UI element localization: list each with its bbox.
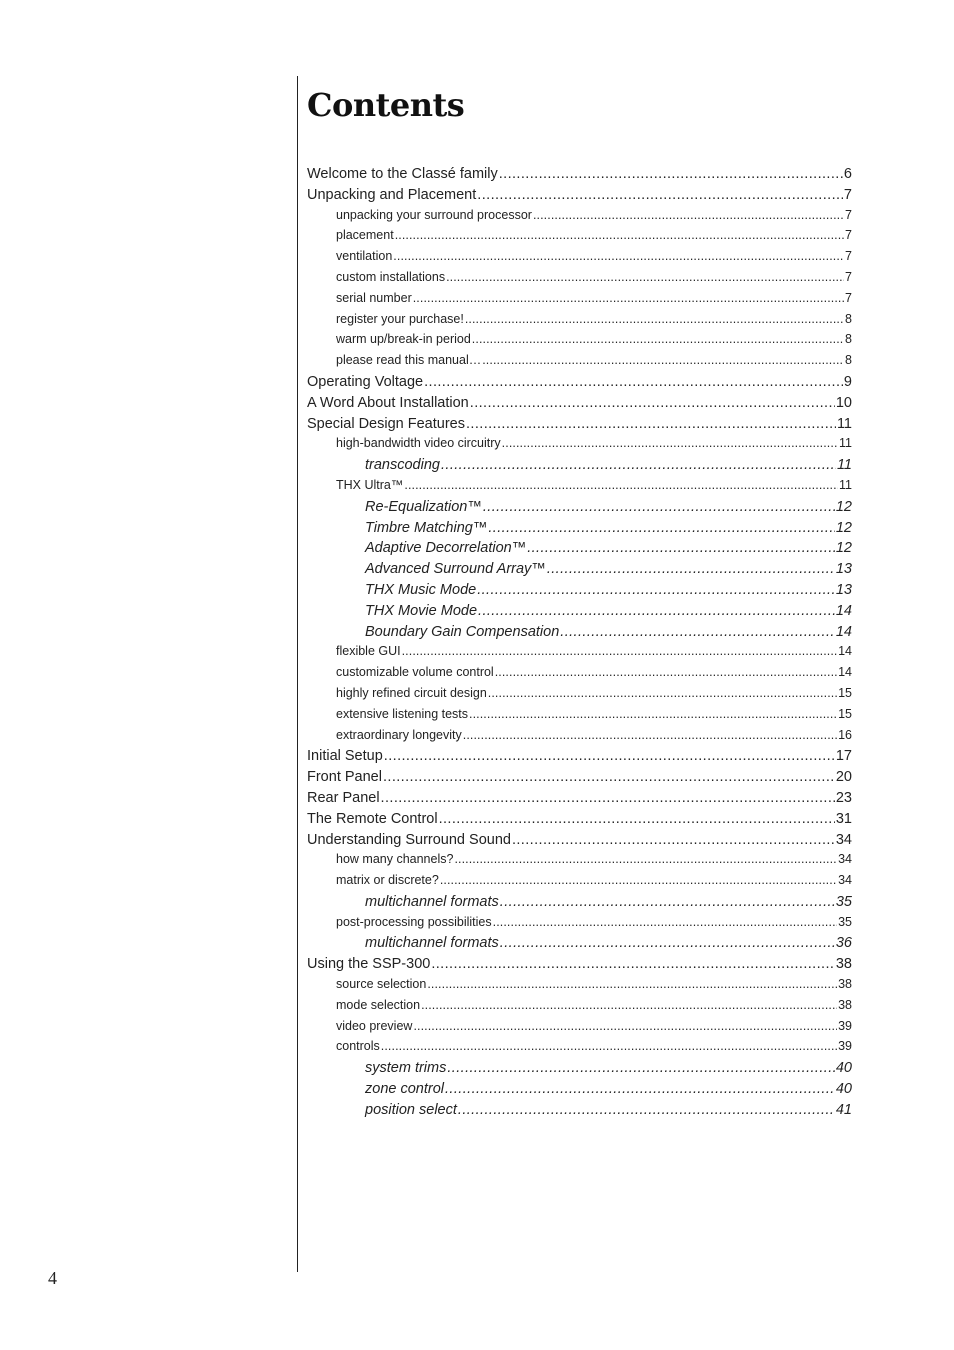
toc-entry-page: 12 — [835, 540, 852, 557]
dot-leader — [383, 769, 835, 785]
toc-entry[interactable] — [307, 1102, 852, 1123]
toc-entry-label: Boundary Gain Compensation — [365, 623, 560, 640]
toc-entry[interactable] — [307, 478, 852, 499]
toc-entry[interactable] — [307, 187, 852, 208]
dot-leader — [381, 790, 835, 806]
toc-entry[interactable] — [307, 312, 852, 333]
toc-entry-label: mode selection — [336, 997, 421, 1012]
toc-entry[interactable] — [307, 998, 852, 1019]
dot-leader — [482, 353, 844, 367]
toc-entry[interactable] — [307, 228, 852, 249]
dot-leader — [384, 748, 835, 764]
toc-entry-label: zone control — [365, 1081, 444, 1098]
toc-entry-page: 7 — [845, 228, 852, 243]
toc-entry-label: The Remote Control — [307, 810, 438, 827]
dot-leader — [454, 852, 837, 866]
dot-leader — [446, 270, 844, 284]
toc-entry-label: Unpacking and Placement — [307, 186, 477, 203]
toc-entry[interactable] — [307, 915, 852, 936]
dot-leader — [413, 291, 844, 305]
toc-entry-page: 20 — [835, 769, 852, 786]
toc-entry-page: 34 — [835, 831, 852, 848]
toc-entry-label: register your purchase! — [336, 311, 464, 326]
toc-entry[interactable] — [307, 956, 852, 977]
toc-entry[interactable] — [307, 249, 852, 270]
toc-entry-label: position select — [365, 1101, 457, 1118]
toc-entry-label: Using the SSP-300 — [307, 956, 431, 973]
dot-leader — [465, 312, 844, 326]
toc-entry-page: 38 — [838, 997, 852, 1012]
toc-entry-label: custom installations — [336, 269, 446, 284]
toc-entry-page: 15 — [838, 706, 852, 721]
toc-entry-label: Special Design Features — [307, 415, 465, 432]
dot-leader — [413, 1019, 837, 1033]
dot-leader — [483, 499, 835, 515]
toc-entry-label: Timbre Matching™ — [365, 519, 488, 536]
toc-entry-page: 14 — [835, 602, 852, 619]
toc-entry[interactable] — [307, 873, 852, 894]
toc-entry-label: Re-Equalization™ — [365, 498, 482, 515]
toc-entry-page: 34 — [838, 852, 852, 867]
toc-entry-label: controls — [336, 1039, 380, 1054]
toc-entry-page: 39 — [838, 1018, 852, 1033]
toc-entry-page: 35 — [838, 914, 852, 929]
toc-entry[interactable] — [307, 977, 852, 998]
toc-entry-label: Rear Panel — [307, 789, 380, 806]
toc-entry-label: transcoding — [365, 457, 440, 474]
toc-entry[interactable] — [307, 499, 852, 520]
toc-entry[interactable] — [307, 416, 852, 437]
dot-leader — [493, 915, 837, 929]
dot-leader — [421, 998, 837, 1012]
dot-leader — [431, 956, 835, 972]
dot-leader — [499, 166, 843, 182]
toc-entry[interactable] — [307, 457, 852, 478]
toc-entry[interactable] — [307, 395, 852, 416]
toc-entry-page: 17 — [835, 748, 852, 765]
toc-entry-label: how many channels? — [336, 852, 454, 867]
toc-entry[interactable] — [307, 540, 852, 561]
dot-leader — [470, 395, 835, 411]
vertical-rule — [297, 76, 298, 1272]
dot-leader — [402, 644, 837, 658]
toc-entry-page: 14 — [838, 665, 852, 680]
toc-entry-label: customizable volume control — [336, 665, 494, 680]
toc-entry[interactable] — [307, 644, 852, 665]
toc-entry[interactable] — [307, 332, 852, 353]
toc-entry[interactable] — [307, 436, 852, 457]
dot-leader — [560, 624, 835, 640]
toc-entry[interactable] — [307, 353, 852, 374]
dot-leader — [393, 249, 844, 263]
toc-entry-page: 40 — [835, 1060, 852, 1077]
toc-entry-page: 40 — [835, 1081, 852, 1098]
toc-entry[interactable] — [307, 582, 852, 603]
toc-entry-page: 11 — [839, 436, 852, 451]
toc-entry[interactable] — [307, 561, 852, 582]
dot-leader — [500, 894, 835, 910]
toc-entry[interactable] — [307, 728, 852, 749]
toc-entry[interactable] — [307, 520, 852, 541]
toc-entry-page: 31 — [835, 810, 852, 827]
toc-entry-label: post-processing possibilities — [336, 914, 492, 929]
toc-entry-label: video preview — [336, 1018, 413, 1033]
toc-entry-label: extensive listening tests — [336, 706, 469, 721]
toc-entry[interactable] — [307, 665, 852, 686]
toc-entry[interactable] — [307, 374, 852, 395]
toc-entry-page: 16 — [838, 727, 852, 742]
toc-entry-label: please read this manual… — [336, 353, 482, 368]
dot-leader — [469, 707, 837, 721]
toc-entry-label: unpacking your surround processor — [336, 207, 532, 222]
dot-leader — [477, 582, 835, 598]
toc-entry-page: 23 — [835, 789, 852, 806]
toc-entry-page: 35 — [835, 893, 852, 910]
toc-entry[interactable] — [307, 811, 852, 832]
page-title: Contents — [307, 86, 465, 124]
toc-entry-label: serial number — [336, 290, 412, 305]
dot-leader — [439, 811, 835, 827]
toc-entry-page: 38 — [835, 956, 852, 973]
dot-leader — [404, 478, 838, 492]
toc-entry-page: 11 — [839, 477, 852, 492]
toc-entry-label: multichannel formats — [365, 893, 499, 910]
toc-entry-label: warm up/break-in period — [336, 332, 471, 347]
toc-entry[interactable] — [307, 832, 852, 853]
dot-leader — [495, 665, 837, 679]
toc-entry-label: THX Ultra™ — [336, 477, 404, 492]
toc-entry[interactable] — [307, 270, 852, 291]
dot-leader — [445, 1081, 835, 1097]
toc-entry-label: flexible GUI — [336, 644, 401, 659]
toc-entry[interactable] — [307, 166, 852, 187]
dot-leader — [440, 873, 837, 887]
toc-entry-page: 7 — [845, 290, 852, 305]
toc-entry-page: 13 — [835, 561, 852, 578]
toc-entry-page: 12 — [835, 498, 852, 515]
toc-entry[interactable] — [307, 1060, 852, 1081]
toc-entry-page: 15 — [838, 685, 852, 700]
dot-leader — [466, 416, 836, 432]
toc-entry-label: high-bandwidth video circuitry — [336, 436, 501, 451]
toc-entry-page: 13 — [835, 581, 852, 598]
toc-entry-page: 12 — [835, 519, 852, 536]
dot-leader — [472, 332, 844, 346]
toc-entry[interactable] — [307, 1019, 852, 1040]
toc-entry-label: Front Panel — [307, 769, 382, 786]
toc-entry-label: placement — [336, 228, 394, 243]
toc-entry-page: 8 — [845, 311, 852, 326]
toc-entry-page: 34 — [838, 873, 852, 888]
toc-entry-page: 7 — [845, 249, 852, 264]
toc-entry-page: 39 — [838, 1039, 852, 1054]
toc-entry-label: extraordinary longevity — [336, 727, 462, 742]
dot-leader — [477, 187, 843, 203]
dot-leader — [512, 832, 835, 848]
toc-entry-label: Advanced Surround Array™ — [365, 561, 546, 578]
toc-entry-label: highly refined circuit design — [336, 685, 487, 700]
toc-entry-page: 36 — [835, 935, 852, 952]
toc-entry-label: A Word About Installation — [307, 394, 469, 411]
toc-entry-label: Operating Voltage — [307, 373, 424, 390]
toc-entry-label: THX Movie Mode — [365, 602, 478, 619]
table-of-contents — [307, 166, 852, 1123]
toc-entry-page: 14 — [835, 623, 852, 640]
toc-entry-page: 6 — [843, 166, 852, 182]
dot-leader — [533, 208, 844, 222]
dot-leader — [395, 228, 844, 242]
toc-entry-label: Welcome to the Classé family — [307, 166, 498, 182]
toc-entry[interactable] — [307, 208, 852, 229]
toc-entry-page: 7 — [843, 186, 852, 203]
dot-leader — [502, 436, 838, 450]
toc-entry[interactable] — [307, 1039, 852, 1060]
dot-leader — [458, 1102, 835, 1118]
toc-entry-label: source selection — [336, 977, 427, 992]
toc-entry-label: ventilation — [336, 249, 393, 264]
toc-entry[interactable] — [307, 624, 852, 645]
toc-entry-label: multichannel formats — [365, 935, 499, 952]
toc-entry-page: 8 — [845, 353, 852, 368]
toc-entry[interactable] — [307, 790, 852, 811]
toc-entry-label: THX Music Mode — [365, 581, 477, 598]
toc-entry[interactable] — [307, 894, 852, 915]
dot-leader — [424, 374, 843, 390]
toc-entry[interactable] — [307, 935, 852, 956]
toc-entry-page: 14 — [838, 644, 852, 659]
dot-leader — [488, 686, 837, 700]
toc-entry-page: 9 — [843, 373, 852, 390]
page-number: 4 — [48, 1268, 57, 1288]
dot-leader — [381, 1039, 837, 1053]
dot-leader — [478, 603, 835, 619]
toc-entry[interactable] — [307, 1081, 852, 1102]
toc-entry-page: 7 — [845, 207, 852, 222]
toc-entry-label: Initial Setup — [307, 748, 383, 765]
toc-entry-page: 8 — [845, 332, 852, 347]
toc-entry-page: 10 — [835, 394, 852, 411]
dot-leader — [488, 520, 835, 536]
toc-entry-page: 38 — [838, 977, 852, 992]
dot-leader — [547, 561, 835, 577]
dot-leader — [463, 728, 837, 742]
toc-entry-page: 11 — [836, 415, 852, 432]
toc-entry-page: 41 — [835, 1101, 852, 1118]
toc-entry[interactable] — [307, 603, 852, 624]
toc-entry[interactable] — [307, 707, 852, 728]
dot-leader — [527, 540, 835, 556]
toc-entry[interactable] — [307, 748, 852, 769]
toc-entry[interactable] — [307, 686, 852, 707]
toc-entry-label: Adaptive Decorrelation™ — [365, 540, 527, 557]
dot-leader — [427, 977, 837, 991]
dot-leader — [500, 935, 835, 951]
toc-entry-page: 7 — [845, 269, 852, 284]
toc-entry-label: system trims — [365, 1060, 447, 1077]
dot-leader — [447, 1060, 835, 1076]
toc-entry-page: 11 — [836, 457, 852, 474]
toc-entry-label: matrix or discrete? — [336, 873, 439, 888]
dot-leader — [441, 457, 836, 473]
toc-entry[interactable] — [307, 291, 852, 312]
toc-entry-label: Understanding Surround Sound — [307, 831, 511, 848]
toc-entry[interactable] — [307, 769, 852, 790]
toc-entry[interactable] — [307, 852, 852, 873]
